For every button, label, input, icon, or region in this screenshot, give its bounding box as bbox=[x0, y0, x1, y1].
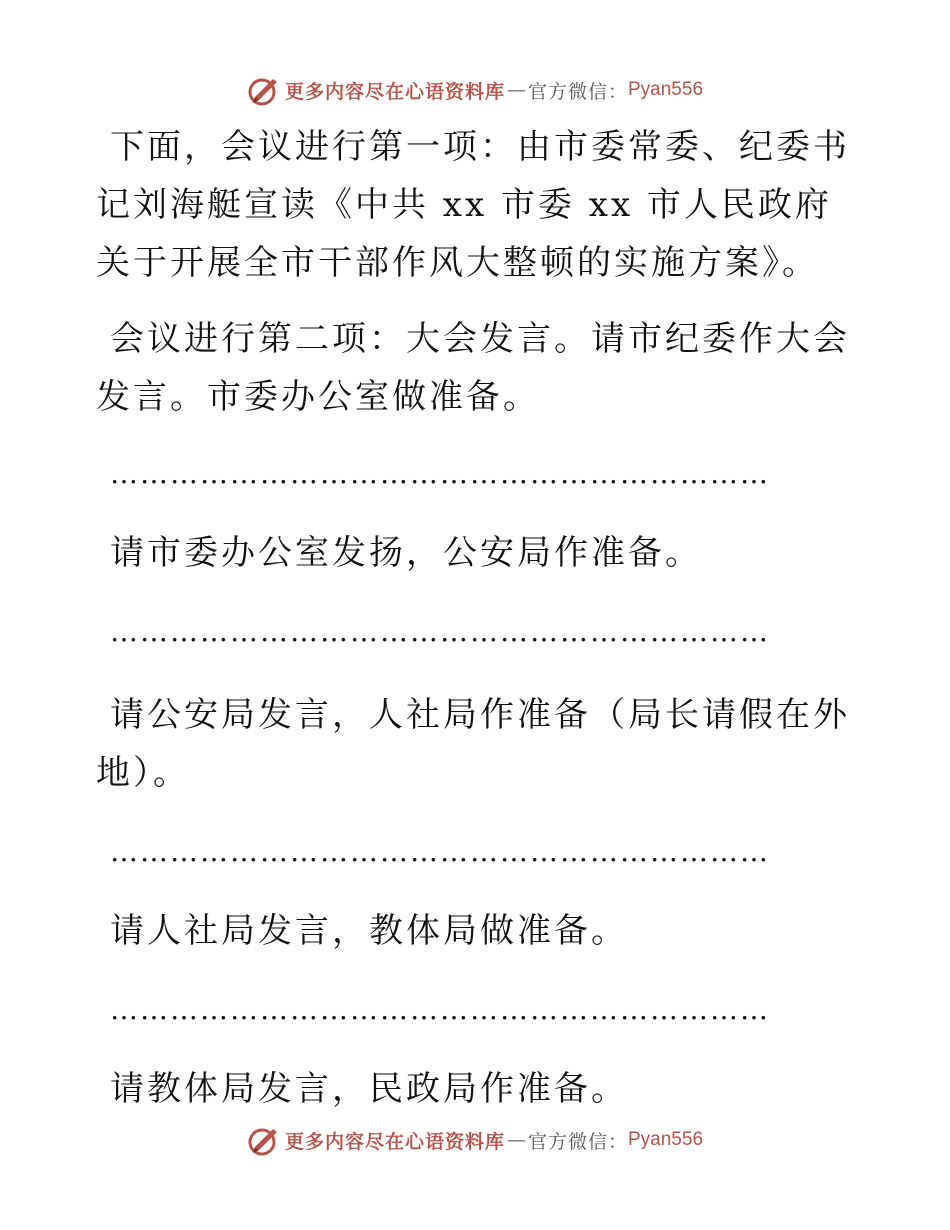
watermark-separator: — bbox=[506, 79, 526, 101]
pen-logo-icon bbox=[247, 1123, 281, 1157]
watermark-text: 更多内容尽在心语资料库 bbox=[284, 80, 505, 103]
paragraph-2: 会议进行第二项：大会发言。请市纪委作大会发言。市委办公室做准备。 bbox=[96, 319, 850, 417]
ellipsis-divider-1: ………………………………………………………… bbox=[110, 457, 770, 490]
watermark-wechat-label: 官方微信： bbox=[527, 80, 628, 103]
paragraph-3: 请市委办公室发扬，公安局作准备。 bbox=[110, 533, 702, 573]
footer-watermark bbox=[0, 1120, 950, 1160]
paragraph-6: 请教体局发言，民政局作准备。 bbox=[110, 1069, 628, 1109]
watermark-separator: — bbox=[506, 1129, 526, 1151]
ellipsis-divider-4: ………………………………………………………… bbox=[110, 993, 770, 1026]
ellipsis-divider-3: ………………………………………………………… bbox=[110, 835, 770, 868]
ellipsis-divider-2: ………………………………………………………… bbox=[110, 615, 770, 648]
document-body bbox=[96, 118, 856, 1118]
watermark-text: 更多内容尽在心语资料库 bbox=[284, 1130, 505, 1153]
paragraph-1: 下面，会议进行第一项：由市委常委、纪委书记刘海艇宣读《中共 xx 市委 xx 市人民政府关于开展全市干部作风大整顿的实施方案》。 bbox=[96, 127, 850, 283]
header-watermark bbox=[0, 70, 950, 110]
paragraph-4: 请公安局发言，人社局作准备（局长请假在外地）。 bbox=[96, 695, 850, 793]
pen-logo-icon bbox=[247, 73, 281, 107]
watermark-wechat-id: Pyan556 bbox=[628, 79, 704, 100]
watermark-wechat-label: 官方微信： bbox=[527, 1130, 628, 1153]
watermark-wechat-id: Pyan556 bbox=[628, 1129, 704, 1150]
paragraph-5: 请人社局发言，教体局做准备。 bbox=[110, 911, 628, 951]
